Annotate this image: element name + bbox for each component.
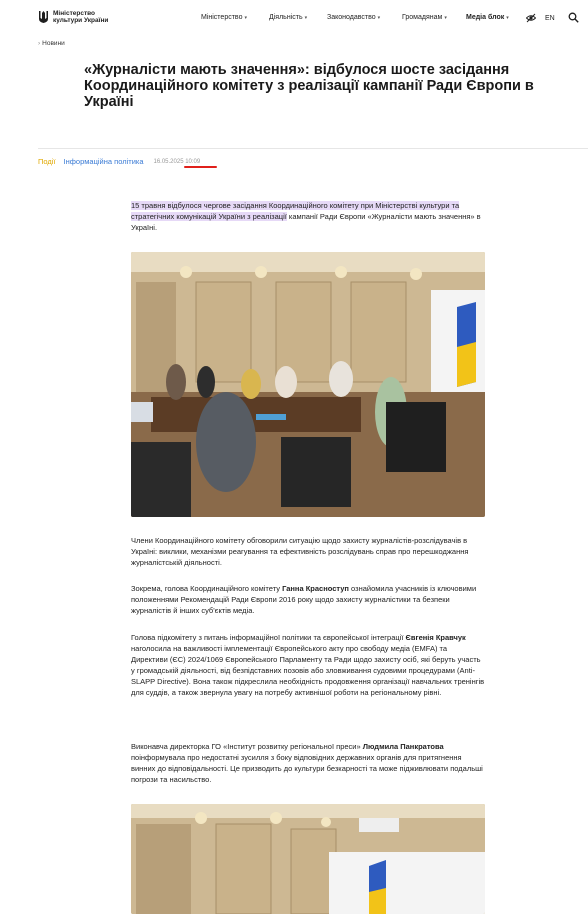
- language-switch[interactable]: EN: [545, 15, 555, 22]
- person-name: Євгенія Кравчук: [405, 633, 466, 642]
- site-header: [0, 0, 588, 36]
- paragraph-text: наголосила на важливості імплементації Європейського акту про свободу медіа (EMFA) та Директиви (ЄС) 2024/1069 Європейського Парламенту та Ради щодо захисту осіб, які беруть участь у громадській діяльності, від безпідставних позовів або зловживання судовими процедурами (Anti-SLAPP Directive). Вона також підкреслила необхідність продовження організації навчальних тренінгів для суддів, а також звернула увагу на потребу активнішої роботи на регіональному рівні.: [131, 644, 485, 697]
- nav-item-activity[interactable]: [269, 14, 327, 21]
- paragraph-text: ознайомила учасників із ключовими положеннями Рекомендацій Ради Європи 2016 року щодо захисту журналістики та безпеки журналістів й інших суб'єктів медіа.: [131, 584, 477, 615]
- nav-label: Міністерство: [201, 14, 243, 21]
- nav-item-citizens[interactable]: [402, 14, 466, 21]
- divider: [38, 148, 588, 149]
- date-underline-mark: [184, 166, 217, 168]
- nav-label: Законодавство: [327, 14, 376, 21]
- paragraph-text: Зокрема, голова Координаційного комітету: [131, 584, 283, 593]
- article-paragraph-2: Члени Координаційного комітету обговорили ситуацію щодо захисту журналістів-розслідувачів в Україні: виклики, механізми реагування та ефективність розслідувань справ про перешкоджання журналістській діяльності.: [131, 536, 469, 567]
- accessibility-eye-icon[interactable]: [526, 13, 536, 23]
- chevron-down-icon: ▾: [506, 14, 509, 21]
- chevron-down-icon: ▾: [444, 14, 447, 21]
- article-photo-meeting: [131, 252, 485, 517]
- nav-label: Діяльність: [269, 14, 303, 21]
- person-name: Людмила Панкратова: [362, 742, 444, 751]
- page-title: «Журналісти мають значення»: відбулося шосте засідання Координаційного комітету з реалізації кампанії Ради Європи в Україні: [84, 62, 534, 110]
- nav-item-legislation[interactable]: [327, 14, 402, 21]
- paragraph-text: Голова підкомітету з питань інформаційної політики та європейської інтеграції: [131, 633, 406, 642]
- paragraph-text: кампанії Ради Європи «Журналісти мають значення» в Україні.: [131, 212, 481, 232]
- site-logo[interactable]: [38, 10, 123, 24]
- chevron-down-icon: ▾: [377, 14, 381, 21]
- nav-label: Громадянам: [402, 14, 443, 21]
- article-paragraph-5: [131, 741, 485, 785]
- logo-text: Міністерство культури України: [53, 10, 109, 24]
- main-nav: [201, 14, 524, 21]
- chevron-down-icon: ▾: [304, 14, 308, 21]
- search-icon[interactable]: [568, 12, 579, 23]
- highlighted-text: 15 травня відбулося чергове засідання Координаційного комітету при Міністерстві культури та стратегічних комунікацій України з реалізації: [131, 201, 460, 221]
- article-photo-second: [131, 804, 485, 914]
- article-paragraph-4: [131, 632, 485, 698]
- article-paragraph-3: [131, 583, 485, 616]
- nav-item-media[interactable]: [466, 14, 524, 21]
- paragraph-text: Виконавча директорка ГО «Інститут розвитку регіональної преси»: [131, 742, 363, 751]
- tag-info-policy[interactable]: Інформаційна політика: [63, 157, 144, 166]
- publish-date: 16.05.2025 10:09: [153, 158, 201, 165]
- trident-logo-icon: [38, 10, 49, 24]
- article-paragraph-1: [131, 200, 485, 233]
- nav-label: Медіа блок: [466, 14, 505, 21]
- nav-item-ministry[interactable]: [201, 14, 269, 21]
- breadcrumb: [38, 40, 65, 47]
- breadcrumb-item-news[interactable]: Новини: [42, 40, 65, 47]
- article-tags: [38, 157, 200, 166]
- meeting-photo-illustration: [131, 252, 485, 517]
- paragraph-text: поінформувала про недостатні зусилля з боку відповідних державних органів для притягнення винних до відповідальності. Це призводить до культури безкарності та може підживлювати подальші погрози та насильство.: [131, 753, 483, 784]
- person-name: Ганна Красноступ: [282, 584, 349, 593]
- second-photo-illustration: [131, 804, 485, 914]
- breadcrumb-separator: ›: [38, 40, 41, 47]
- chevron-down-icon: ▾: [244, 14, 247, 21]
- tag-events[interactable]: Події: [38, 157, 56, 166]
